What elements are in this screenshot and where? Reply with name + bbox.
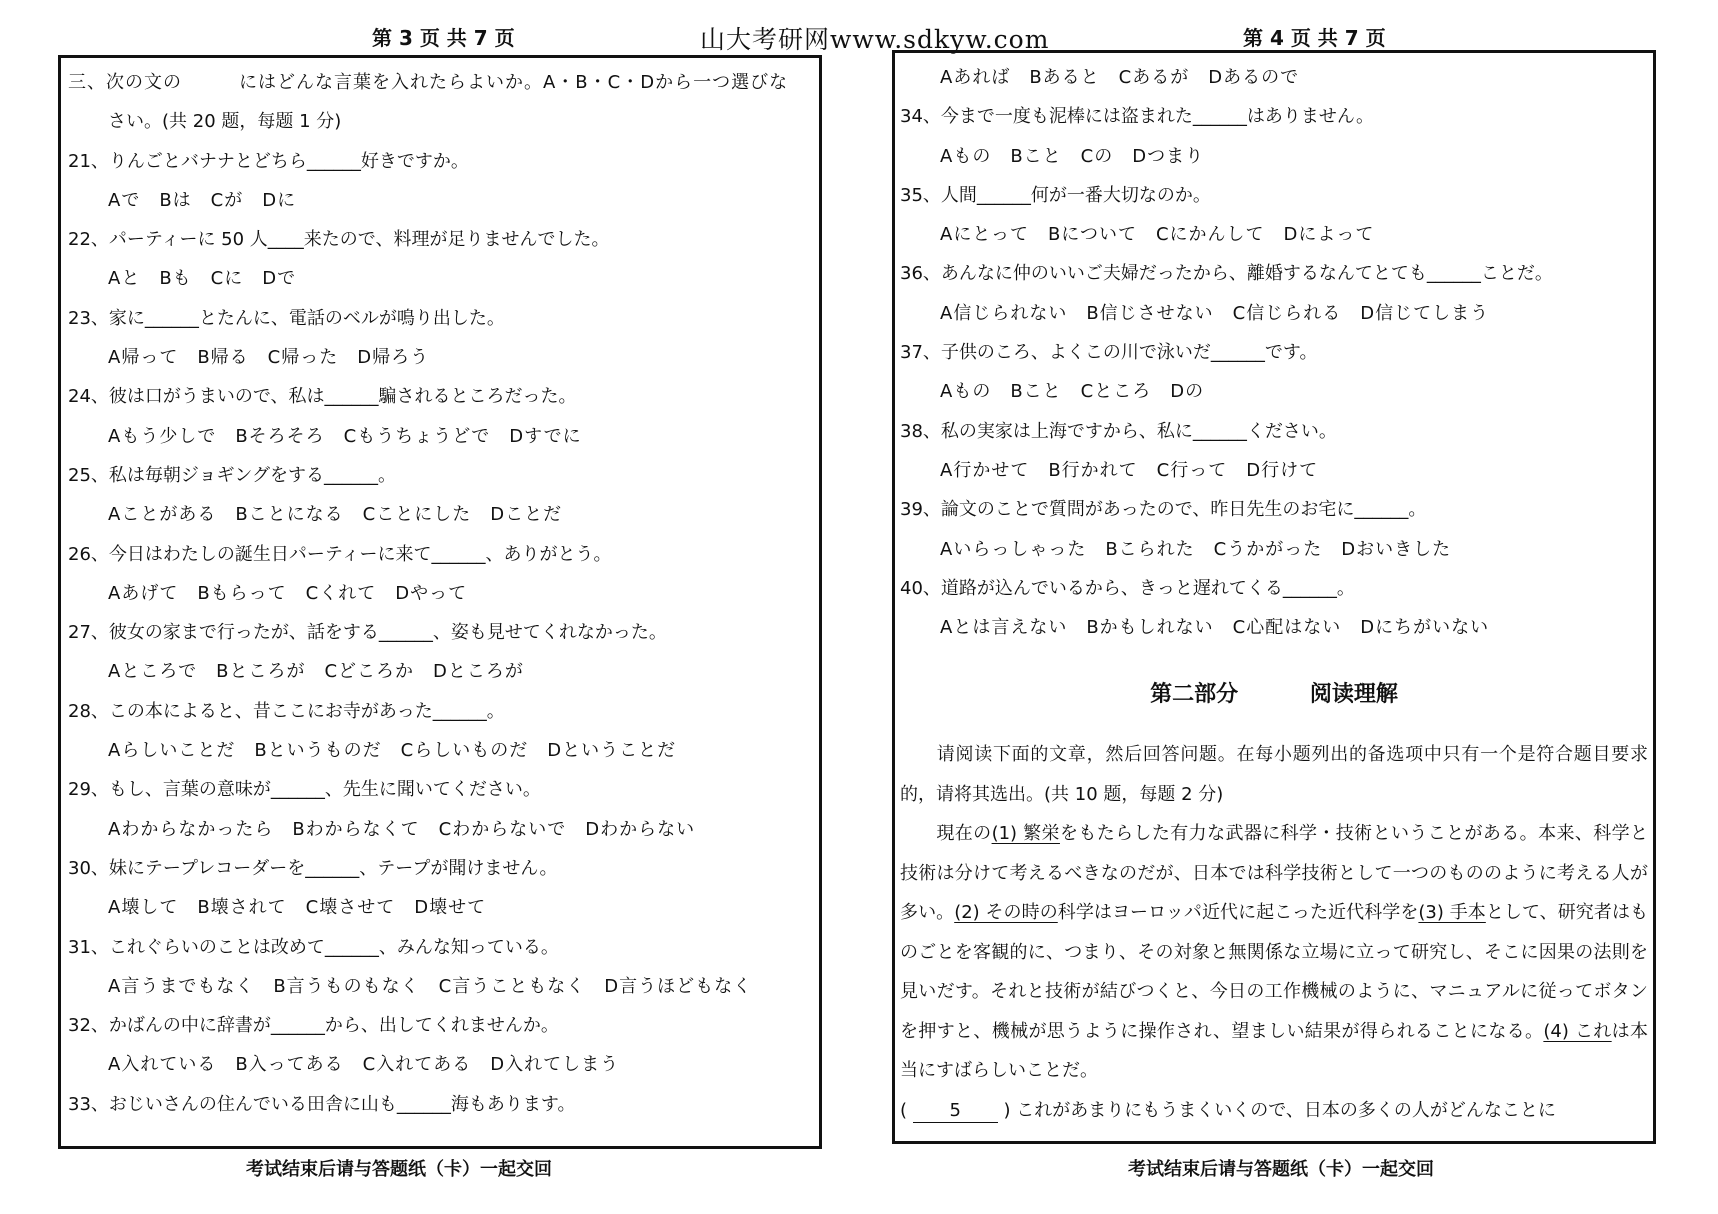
options-22: Aと Bも Cに Dで <box>108 268 297 290</box>
left-footer: 考试结束后请与答题纸（卡）一起交回 <box>246 1159 552 1180</box>
passage-text-2: をもたらした有力な武器に科学・技術ということがある。本来、科学と技術は分けて考えるべきなのだが、日本では科学技術として一つのもののように考える人が多い。 <box>900 823 1649 924</box>
instructions-text: 请阅读下面的文章，然后回答问题。在每小题列出的备选项中只有一个是符合题目要求的，请将其选出。(共 10 题，每题 2 分) <box>900 744 1648 805</box>
blank-5: 5 <box>913 1100 998 1123</box>
right-footer: 考试结束后请与答题纸（卡）一起交回 <box>1128 1159 1434 1180</box>
part-two-title <box>900 647 1648 735</box>
underline-4: (4) これ <box>1543 1020 1612 1042</box>
question-34: 34、今まで一度も泥棒には盗まれた______はありません。 <box>900 106 1374 128</box>
section-heading: 三、次の文の にはどんな言葉を入れたらよいか。A・B・C・Dから一つ選びな <box>68 72 789 93</box>
options-28: Aらしいことだ Bというものだ Cらしいものだ Dということだ <box>108 740 677 762</box>
left-page-content <box>68 63 813 1124</box>
right-page-content <box>900 58 1648 1130</box>
question-32: 32、かばんの中に辞書が______から、出してくれませんか。 <box>68 1015 559 1037</box>
question-38: 38、私の実家は上海ですから、私に______ください。 <box>900 420 1337 442</box>
question-23: 23、家に______とたんに、電話のベルが鳴り出した。 <box>68 307 505 329</box>
options-21: Aで Bは Cが Dに <box>108 189 297 211</box>
options-39: Aいらっしゃった Bこられた Cうかがった Dおいきした <box>940 538 1452 560</box>
question-24: 24、彼は口がうまいので、私は______騙されるところだった。 <box>68 386 577 408</box>
question-26: 26、今日はわたしの誕生日パーティーに来て______、ありがとう。 <box>68 543 612 565</box>
question-33: 33、おじいさんの住んでいる田舎に山も______海もあります。 <box>68 1093 576 1115</box>
underline-1: (1) 繁栄 <box>991 823 1060 845</box>
right-page-number: 第 4 页 共 7 页 <box>1243 26 1386 50</box>
part-two-label: 第二部分 <box>1150 682 1239 708</box>
options-27: Aところで Bところが Cどころか Dところが <box>108 661 524 683</box>
options-24: Aもう少しで Bそろそろ Cもうちょうどで Dすでに <box>108 425 582 447</box>
question-29: 29、もし、言葉の意味が______、先生に聞いてください。 <box>68 779 541 801</box>
passage-text-5: は本当にすばらしいことだ。 <box>900 1020 1649 1082</box>
question-25: 25、私は毎朝ジョギングをする______。 <box>68 464 397 486</box>
options-32: A入れている B入ってある C入れてある D入れてしまう <box>108 1054 620 1076</box>
options-34: Aもの Bこと Cの Dつまり <box>940 145 1205 167</box>
question-28: 28、この本によると、昔ここにお寺があった______。 <box>68 700 505 722</box>
options-25: Aことがある Bことになる Cことにした Dことだ <box>108 504 563 526</box>
reading-instructions <box>900 735 1648 814</box>
question-27: 27、彼女の家まで行ったが、話をする______、姿も見せてくれなかった。 <box>68 622 667 644</box>
passage-text-1: 現在の <box>936 823 992 845</box>
question-35: 35、人間______何が一番大切なのか。 <box>900 184 1211 206</box>
part-two-heading: 阅读理解 <box>1309 682 1398 708</box>
reading-passage <box>900 814 1648 1130</box>
options-40: Aとは言えない Bかもしれない C心配はない Dにちがいない <box>940 617 1490 639</box>
passage-text-4: として、研究者はものごとを客観的に、つまり、その対象と無関係な立場に立って研究し、そこに因果の法則を見いだす。それと技術が結びつくと、今日の工作機械のように、マニュアルに従ってボタンを押すと、機械が思うように操作され、望ましい結果が得られることになる。 <box>900 902 1649 1042</box>
question-37: 37、子供のころ、よくこの川で泳いだ______です。 <box>900 342 1318 364</box>
question-31: 31、これぐらいのことは改めて______、みんな知っている。 <box>68 936 559 958</box>
question-36: 36、あんなに仲のいいご夫婦だったから、離婚するなんてとても______ことだ。 <box>900 263 1553 285</box>
left-page-number: 第 3 页 共 7 页 <box>372 26 515 50</box>
options-29: Aわからなかったら Bわからなくて Cわからないで Dわからない <box>108 818 696 840</box>
passage-text-6: これがあまりにもうまくいくので、日本の多くの人がどんなことに <box>1016 1099 1556 1121</box>
options-30: A壊して B壊されて C壊させて D壊せて <box>108 897 487 919</box>
underline-3: (3) 手本 <box>1418 902 1486 924</box>
question-30: 30、妹にテープレコーダーを______、テープが聞けません。 <box>68 857 558 879</box>
options-35: Aにとって Bについて Cにかんして Dによって <box>940 224 1375 246</box>
question-39: 39、論文のことで質問があったので、昨日先生のお宅に______。 <box>900 499 1427 521</box>
options-26: Aあげて Bもらって Cくれて Dやって <box>108 582 468 604</box>
underline-2: (2) その時の <box>954 902 1058 924</box>
options-38: A行かせて B行かれて C行って D行けて <box>940 459 1319 481</box>
passage-text-3: 科学はヨーロッパ近代に起こった近代科学を <box>1057 902 1419 924</box>
question-40: 40、道路が込んでいるから、きっと遅れてくる______。 <box>900 577 1355 599</box>
options-23: A帰って B帰る C帰った D帰ろう <box>108 347 430 369</box>
options-36: A信じられない B信じさせない C信じられる D信じてしまう <box>940 302 1490 324</box>
section-heading-cont: さい。(共 20 题，每题 1 分) <box>108 111 342 133</box>
options-31: A言うまでもなく B言うものもなく C言うこともなく D言うほどもなく <box>108 975 753 997</box>
blank-paren-close: ) <box>1003 1099 1011 1121</box>
site-watermark: 山大考研网www.sdkyw.com <box>700 25 1050 54</box>
question-21: 21、りんごとバナナとどちら______好きですか。 <box>68 150 469 172</box>
options-33: Aあれば Bあると Cあるが Dあるので <box>940 67 1300 88</box>
blank-paren-open: ( <box>900 1099 908 1121</box>
options-37: Aもの Bこと Cところ Dの <box>940 381 1205 403</box>
question-22: 22、パーティーに 50 人____来たので、料理が足りませんでした。 <box>68 229 610 251</box>
